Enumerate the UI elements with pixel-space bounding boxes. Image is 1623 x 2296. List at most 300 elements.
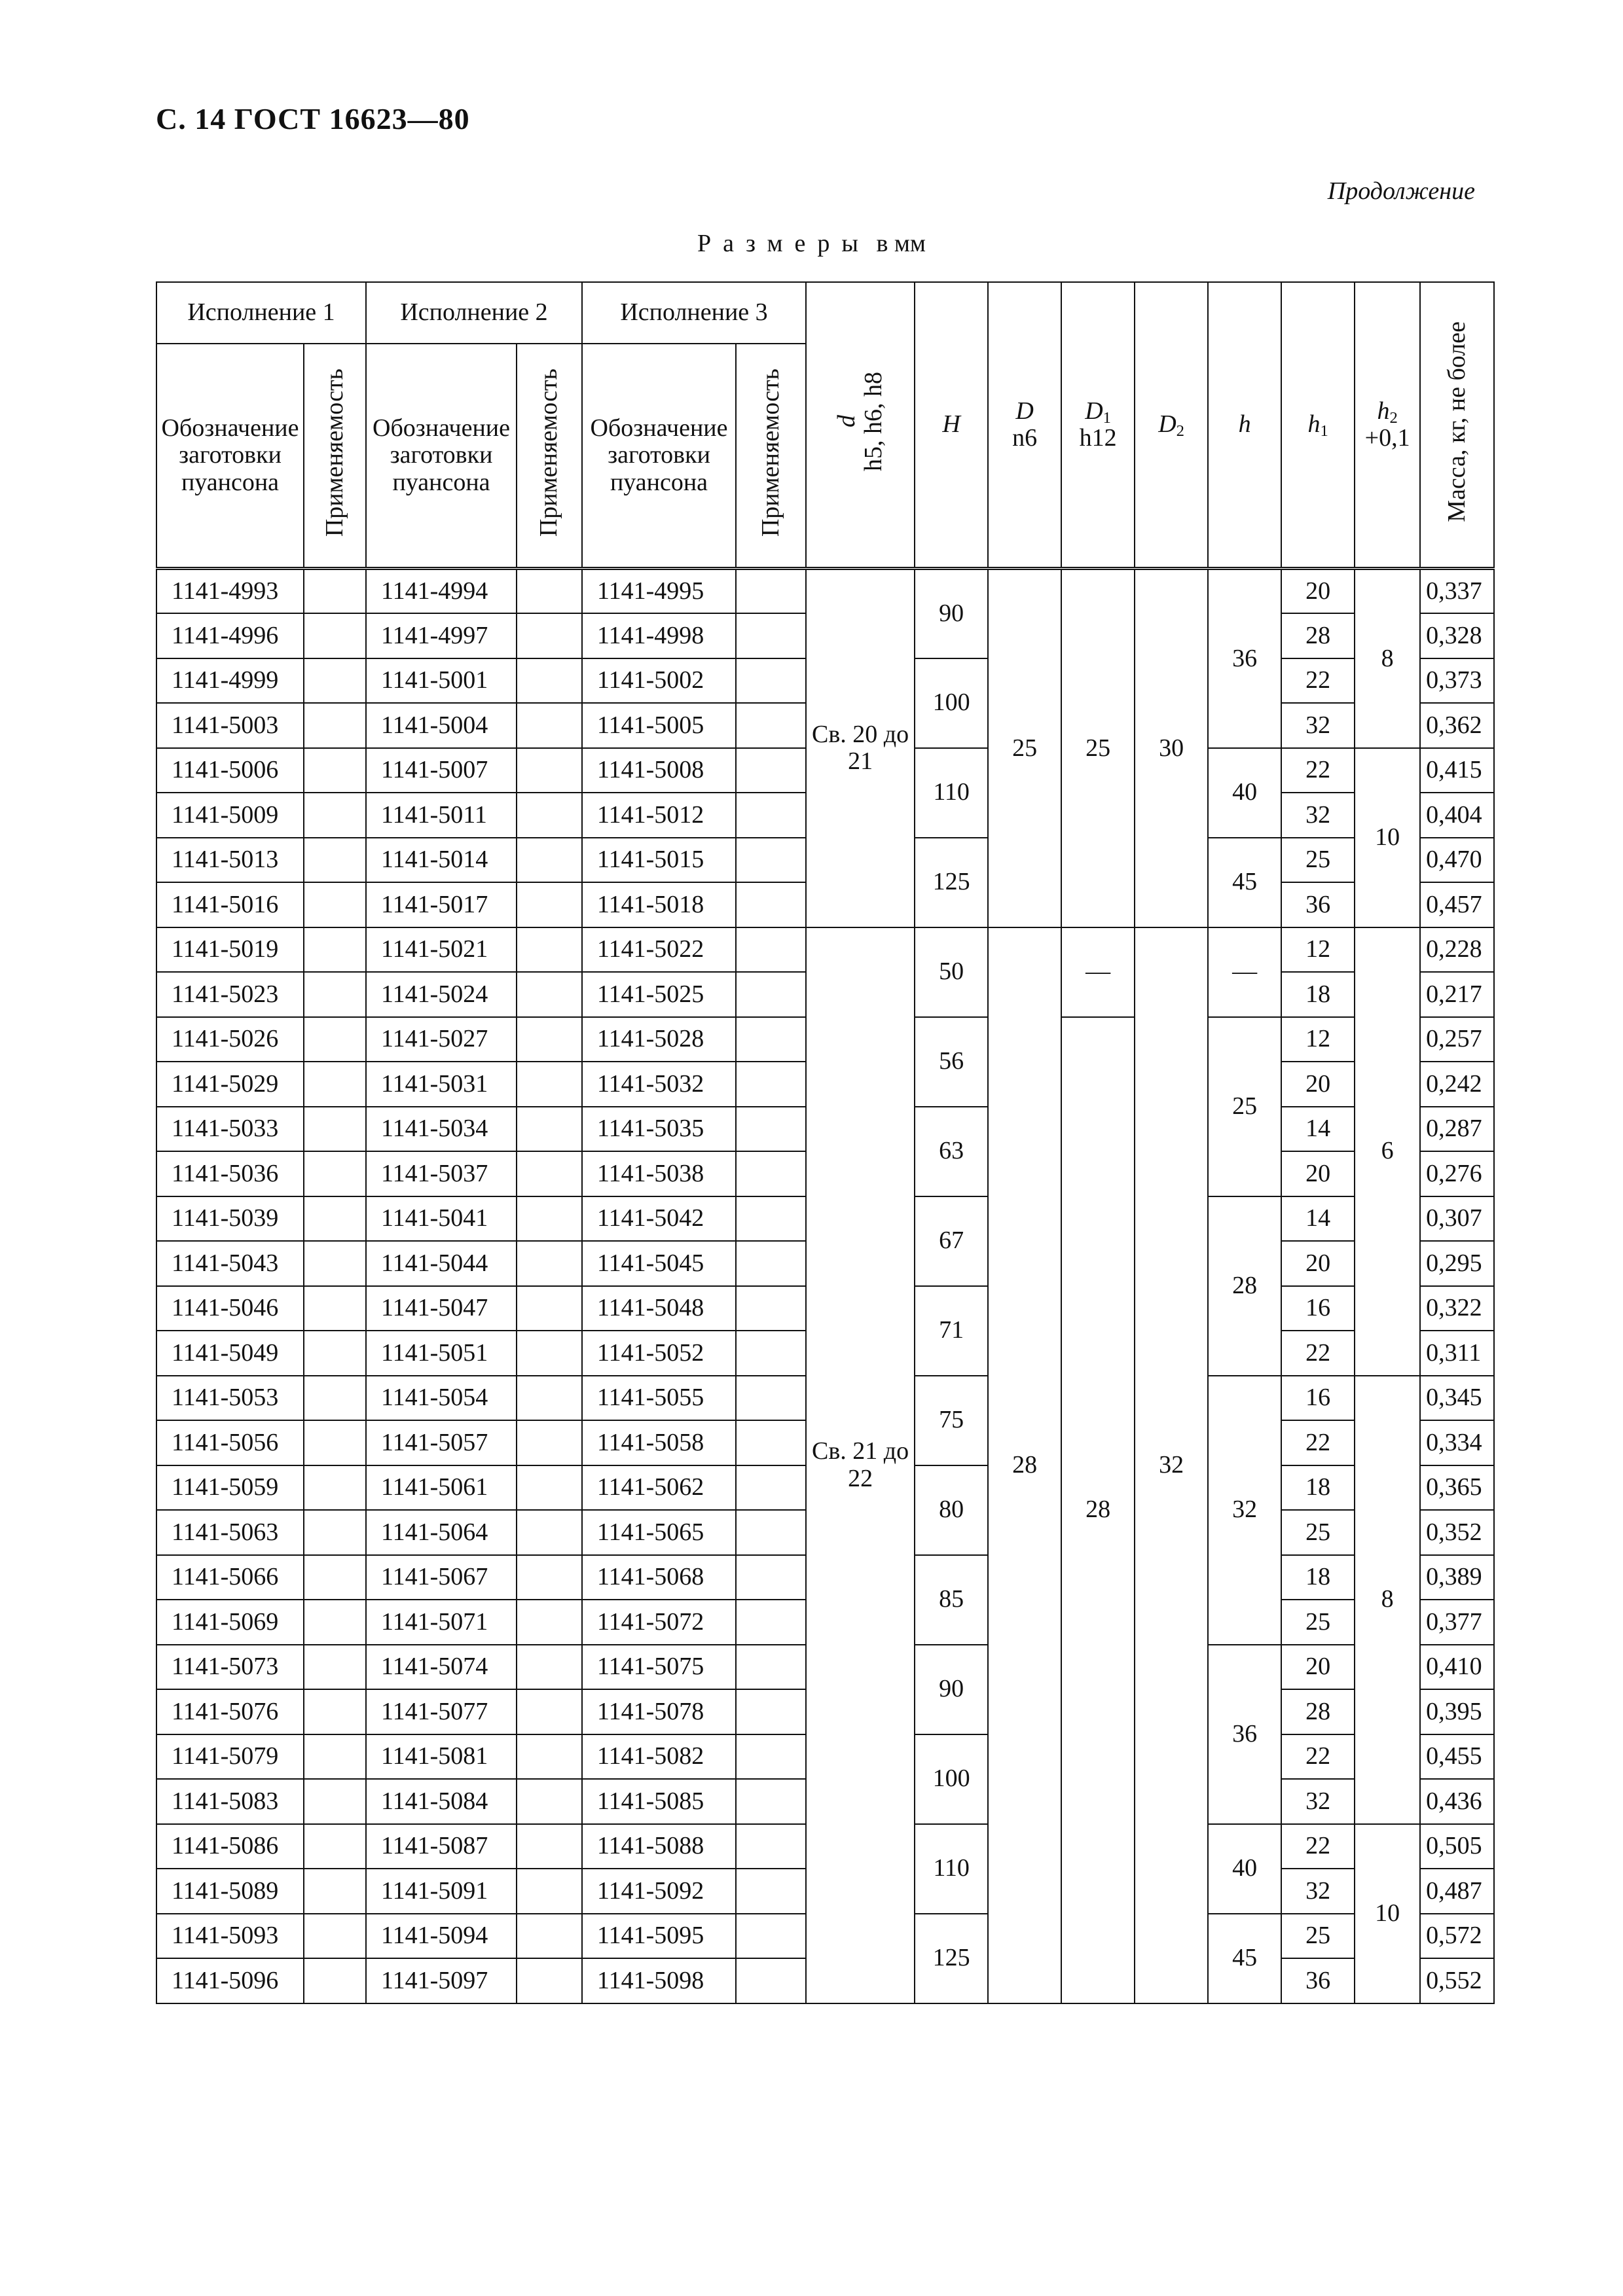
designation-3-cell: 1141-5052	[582, 1331, 736, 1376]
h1-cell: 18	[1281, 1465, 1355, 1511]
designation-2-cell: 1141-5094	[366, 1914, 517, 1959]
applicability-3-cell	[736, 1734, 806, 1780]
h2-tolerance: +0,1	[1364, 424, 1410, 452]
applicability-1-cell	[304, 1017, 366, 1062]
designation-header-3: Обозначение заготовки пуансона	[582, 344, 736, 569]
designation-3-cell: 1141-5032	[582, 1062, 736, 1107]
H-cell: 125	[915, 838, 988, 927]
applicability-1-cell	[304, 1286, 366, 1331]
applicability-3-cell	[736, 1914, 806, 1959]
applicability-3-cell	[736, 882, 806, 927]
designation-3-cell: 1141-5005	[582, 703, 736, 748]
designation-1-cell: 1141-4999	[156, 658, 304, 704]
designation-1-cell: 1141-5003	[156, 703, 304, 748]
h1-cell: 16	[1281, 1286, 1355, 1331]
designation-3-cell: 1141-5082	[582, 1734, 736, 1780]
applicability-1-cell	[304, 703, 366, 748]
applicability-3-cell	[736, 1824, 806, 1869]
mass-cell: 0,295	[1420, 1241, 1494, 1286]
mass-cell: 0,276	[1420, 1151, 1494, 1196]
applicability-2-cell	[517, 882, 582, 927]
designation-2-cell: 1141-5027	[366, 1017, 517, 1062]
mass-cell: 0,287	[1420, 1107, 1494, 1152]
designation-2-cell: 1141-4997	[366, 613, 517, 658]
h-cell: 25	[1208, 1017, 1281, 1196]
h1-cell: 32	[1281, 703, 1355, 748]
H-cell: 75	[915, 1376, 988, 1465]
designation-2-cell: 1141-5057	[366, 1420, 517, 1465]
designation-1-cell: 1141-5006	[156, 748, 304, 793]
d-cell: Св. 21 до 22	[806, 927, 915, 2003]
applicability-3-cell	[736, 1510, 806, 1555]
applicability-2-cell	[517, 1241, 582, 1286]
applicability-1-cell	[304, 1734, 366, 1780]
applicability-1-cell	[304, 1600, 366, 1645]
designation-1-cell: 1141-5049	[156, 1331, 304, 1376]
mass-cell: 0,242	[1420, 1062, 1494, 1107]
mass-cell: 0,395	[1420, 1689, 1494, 1734]
designation-3-cell: 1141-5002	[582, 658, 736, 704]
h1-cell: 36	[1281, 1958, 1355, 2003]
D2-cell: 30	[1135, 569, 1208, 927]
mass-cell: 0,377	[1420, 1600, 1494, 1645]
d-symbol: d	[833, 415, 861, 428]
h1-cell: 22	[1281, 748, 1355, 793]
h1-cell: 32	[1281, 793, 1355, 838]
h-cell: 36	[1208, 1645, 1281, 1824]
H-cell: 100	[915, 658, 988, 748]
column-header-H: H	[915, 282, 988, 569]
applicability-3-cell	[736, 1107, 806, 1152]
mass-cell: 0,389	[1420, 1555, 1494, 1600]
designation-1-cell: 1141-5083	[156, 1779, 304, 1824]
designation-2-cell: 1141-5061	[366, 1465, 517, 1511]
applicability-1-cell	[304, 1779, 366, 1824]
designation-1-cell: 1141-5009	[156, 793, 304, 838]
designation-2-cell: 1141-5074	[366, 1645, 517, 1690]
designation-3-cell: 1141-5075	[582, 1645, 736, 1690]
designation-1-cell: 1141-5039	[156, 1196, 304, 1242]
applicability-3-cell	[736, 1331, 806, 1376]
h-cell: 28	[1208, 1196, 1281, 1376]
applicability-1-cell	[304, 1869, 366, 1914]
applicability-3-cell	[736, 1151, 806, 1196]
designation-1-cell: 1141-5059	[156, 1465, 304, 1511]
designation-1-cell: 1141-5033	[156, 1107, 304, 1152]
continuation-label: Продолжение	[1327, 177, 1475, 205]
h1-cell: 25	[1281, 1600, 1355, 1645]
applicability-3-cell	[736, 927, 806, 973]
D-tolerance: n6	[1012, 424, 1038, 452]
D1-cell: 28	[1061, 1017, 1135, 2003]
h-cell: —	[1208, 927, 1281, 1017]
D2-subscript: 2	[1176, 422, 1185, 440]
designation-2-cell: 1141-5067	[366, 1555, 517, 1600]
applicability-3-cell	[736, 748, 806, 793]
designation-header-1: Обозначение заготовки пуансона	[156, 344, 304, 569]
designation-3-cell: 1141-5085	[582, 1779, 736, 1824]
applicability-1-cell	[304, 1196, 366, 1242]
designation-2-cell: 1141-5087	[366, 1824, 517, 1869]
designation-1-cell: 1141-5093	[156, 1914, 304, 1959]
h-cell: 45	[1208, 1914, 1281, 2003]
H-cell: 80	[915, 1465, 988, 1555]
applicability-3-cell	[736, 1869, 806, 1914]
applicability-1-cell	[304, 838, 366, 883]
applicability-3-cell	[736, 1958, 806, 2003]
applicability-1-cell	[304, 1376, 366, 1421]
designation-1-cell: 1141-5086	[156, 1824, 304, 1869]
applicability-2-cell	[517, 658, 582, 704]
designation-1-cell: 1141-5029	[156, 1062, 304, 1107]
h1-cell: 20	[1281, 1062, 1355, 1107]
applicability-2-cell	[517, 1420, 582, 1465]
designation-2-cell: 1141-5007	[366, 748, 517, 793]
mass-cell: 0,362	[1420, 703, 1494, 748]
designation-2-cell: 1141-5081	[366, 1734, 517, 1780]
applicability-2-cell	[517, 1331, 582, 1376]
column-header-h2	[1355, 282, 1420, 569]
designation-1-cell: 1141-5069	[156, 1600, 304, 1645]
D2-cell: 32	[1135, 927, 1208, 2003]
applicability-3-cell	[736, 703, 806, 748]
applicability-3-cell	[736, 1465, 806, 1511]
designation-2-cell: 1141-5051	[366, 1331, 517, 1376]
designation-2-cell: 1141-5017	[366, 882, 517, 927]
h1-cell: 20	[1281, 1151, 1355, 1196]
mass-cell: 0,352	[1420, 1510, 1494, 1555]
applicability-2-cell	[517, 1017, 582, 1062]
H-cell: 56	[915, 1017, 988, 1107]
h1-cell: 18	[1281, 1555, 1355, 1600]
mass-cell: 0,257	[1420, 1017, 1494, 1062]
applicability-2-cell	[517, 613, 582, 658]
applicability-3-cell	[736, 1645, 806, 1690]
designation-1-cell: 1141-4996	[156, 613, 304, 658]
designation-3-cell: 1141-4998	[582, 613, 736, 658]
applicability-3-cell	[736, 569, 806, 614]
mass-cell: 0,345	[1420, 1376, 1494, 1421]
h1-cell: 32	[1281, 1779, 1355, 1824]
H-cell: 125	[915, 1914, 988, 2003]
designation-3-cell: 1141-5068	[582, 1555, 736, 1600]
applicability-1-cell	[304, 882, 366, 927]
mass-cell: 0,328	[1420, 613, 1494, 658]
designation-1-cell: 1141-5046	[156, 1286, 304, 1331]
h1-cell: 25	[1281, 1914, 1355, 1959]
designation-1-cell: 1141-5023	[156, 972, 304, 1017]
mass-cell: 0,322	[1420, 1286, 1494, 1331]
designation-3-cell: 1141-5045	[582, 1241, 736, 1286]
designation-3-cell: 1141-5072	[582, 1600, 736, 1645]
designation-3-cell: 1141-5065	[582, 1510, 736, 1555]
designation-1-cell: 1141-5019	[156, 927, 304, 973]
applicability-2-cell	[517, 1376, 582, 1421]
h-cell: 32	[1208, 1376, 1281, 1645]
applicability-3-cell	[736, 1017, 806, 1062]
D1-subscript: 1	[1103, 409, 1112, 427]
applicability-2-cell	[517, 1510, 582, 1555]
applicability-1-cell	[304, 658, 366, 704]
applicability-3-cell	[736, 972, 806, 1017]
designation-1-cell: 1141-5026	[156, 1017, 304, 1062]
applicability-2-cell	[517, 1196, 582, 1242]
h2-cell: 8	[1355, 1376, 1420, 1824]
designation-3-cell: 1141-5022	[582, 927, 736, 973]
applicability-label-1: Применяемость	[320, 368, 348, 537]
applicability-1-cell	[304, 1331, 366, 1376]
mass-cell: 0,228	[1420, 927, 1494, 973]
applicability-1-cell	[304, 748, 366, 793]
h1-cell: 12	[1281, 927, 1355, 973]
designation-2-cell: 1141-5091	[366, 1869, 517, 1914]
applicability-1-cell	[304, 1062, 366, 1107]
mass-cell: 0,365	[1420, 1465, 1494, 1511]
designation-2-cell: 1141-5001	[366, 658, 517, 704]
applicability-3-cell	[736, 1286, 806, 1331]
H-cell: 110	[915, 748, 988, 838]
applicability-1-cell	[304, 1689, 366, 1734]
D1-cell: 25	[1061, 569, 1135, 927]
mass-cell: 0,487	[1420, 1869, 1494, 1914]
h-cell: 36	[1208, 569, 1281, 748]
h1-cell: 28	[1281, 1689, 1355, 1734]
applicability-1-cell	[304, 1241, 366, 1286]
applicability-header-2	[517, 344, 582, 569]
table-row	[156, 927, 1494, 973]
document-header: С. 14 ГОСТ 16623—80	[156, 102, 470, 135]
applicability-1-cell	[304, 1510, 366, 1555]
applicability-2-cell	[517, 927, 582, 973]
d-tolerance: h5, h6, h8	[860, 372, 888, 472]
applicability-2-cell	[517, 1555, 582, 1600]
h1-cell: 16	[1281, 1376, 1355, 1421]
mass-cell: 0,505	[1420, 1824, 1494, 1869]
h1-cell: 18	[1281, 972, 1355, 1017]
group-header-1: Исполнение 1	[156, 282, 366, 344]
applicability-3-cell	[736, 1241, 806, 1286]
H-cell: 50	[915, 927, 988, 1017]
designation-2-cell: 1141-5064	[366, 1510, 517, 1555]
h2-cell: 10	[1355, 748, 1420, 927]
H-cell: 90	[915, 1645, 988, 1734]
applicability-3-cell	[736, 838, 806, 883]
designation-1-cell: 1141-5063	[156, 1510, 304, 1555]
designation-3-cell: 1141-4995	[582, 569, 736, 614]
column-header-D1	[1061, 282, 1135, 569]
designation-1-cell: 1141-5066	[156, 1555, 304, 1600]
h1-subscript: 1	[1320, 422, 1328, 440]
applicability-1-cell	[304, 1824, 366, 1869]
designation-3-cell: 1141-5078	[582, 1689, 736, 1734]
applicability-2-cell	[517, 1645, 582, 1690]
applicability-2-cell	[517, 1062, 582, 1107]
applicability-2-cell	[517, 1286, 582, 1331]
designation-3-cell: 1141-5015	[582, 838, 736, 883]
designation-3-cell: 1141-5018	[582, 882, 736, 927]
dimensions-caption-suffix: в мм	[876, 230, 926, 257]
applicability-2-cell	[517, 972, 582, 1017]
applicability-3-cell	[736, 1062, 806, 1107]
applicability-3-cell	[736, 613, 806, 658]
D-cell: 25	[988, 569, 1061, 927]
designation-1-cell: 1141-5056	[156, 1420, 304, 1465]
applicability-2-cell	[517, 1107, 582, 1152]
mass-cell: 0,217	[1420, 972, 1494, 1017]
h1-cell: 14	[1281, 1107, 1355, 1152]
designation-1-cell: 1141-5076	[156, 1689, 304, 1734]
mass-cell: 0,373	[1420, 658, 1494, 704]
mass-cell: 0,572	[1420, 1914, 1494, 1959]
h1-cell: 28	[1281, 613, 1355, 658]
applicability-2-cell	[517, 1465, 582, 1511]
applicability-header-3	[736, 344, 806, 569]
h2-subscript: 2	[1389, 409, 1398, 427]
applicability-2-cell	[517, 1914, 582, 1959]
designation-3-cell: 1141-5042	[582, 1196, 736, 1242]
D-symbol: D	[1015, 397, 1034, 425]
D2-symbol: D	[1158, 410, 1176, 439]
h2-symbol: h	[1377, 397, 1390, 425]
h-cell: 45	[1208, 838, 1281, 927]
mass-cell: 0,410	[1420, 1645, 1494, 1690]
designation-1-cell: 1141-5053	[156, 1376, 304, 1421]
H-cell: 71	[915, 1286, 988, 1376]
D1-cell: —	[1061, 927, 1135, 1017]
designation-3-cell: 1141-5035	[582, 1107, 736, 1152]
designation-2-cell: 1141-5054	[366, 1376, 517, 1421]
applicability-2-cell	[517, 793, 582, 838]
applicability-1-cell	[304, 972, 366, 1017]
D1-symbol: D	[1085, 397, 1103, 425]
mass-cell: 0,334	[1420, 1420, 1494, 1465]
designation-2-cell: 1141-5084	[366, 1779, 517, 1824]
h1-cell: 20	[1281, 1645, 1355, 1690]
h1-cell: 22	[1281, 658, 1355, 704]
applicability-1-cell	[304, 1107, 366, 1152]
table-body	[156, 569, 1494, 2003]
mass-cell: 0,415	[1420, 748, 1494, 793]
h1-cell: 20	[1281, 1241, 1355, 1286]
applicability-2-cell	[517, 1689, 582, 1734]
h1-cell: 20	[1281, 569, 1355, 614]
designation-3-cell: 1141-5048	[582, 1286, 736, 1331]
designation-1-cell: 1141-5036	[156, 1151, 304, 1196]
h2-cell: 6	[1355, 927, 1420, 1376]
applicability-1-cell	[304, 1151, 366, 1196]
mass-cell: 0,457	[1420, 882, 1494, 927]
group-header-2: Исполнение 2	[366, 282, 582, 344]
h1-cell: 25	[1281, 1510, 1355, 1555]
designation-2-cell: 1141-5037	[366, 1151, 517, 1196]
h1-cell: 22	[1281, 1331, 1355, 1376]
applicability-2-cell	[517, 1869, 582, 1914]
mass-label: Масса, кг, не более	[1443, 321, 1471, 522]
designation-3-cell: 1141-5028	[582, 1017, 736, 1062]
designation-2-cell: 1141-5004	[366, 703, 517, 748]
applicability-1-cell	[304, 1555, 366, 1600]
h-cell: 40	[1208, 1824, 1281, 1914]
applicability-2-cell	[517, 1600, 582, 1645]
applicability-2-cell	[517, 748, 582, 793]
mass-cell: 0,307	[1420, 1196, 1494, 1242]
applicability-2-cell	[517, 1151, 582, 1196]
h1-cell: 36	[1281, 882, 1355, 927]
H-cell: 110	[915, 1824, 988, 1914]
designation-2-cell: 1141-5077	[366, 1689, 517, 1734]
column-header-d	[806, 282, 915, 569]
applicability-2-cell	[517, 838, 582, 883]
applicability-3-cell	[736, 1600, 806, 1645]
column-header-h1	[1281, 282, 1355, 569]
designation-1-cell: 1141-4993	[156, 569, 304, 614]
dimensions-caption	[0, 229, 1623, 258]
designation-3-cell: 1141-5008	[582, 748, 736, 793]
h1-cell: 22	[1281, 1420, 1355, 1465]
applicability-3-cell	[736, 658, 806, 704]
designation-2-cell: 1141-5097	[366, 1958, 517, 2003]
designation-3-cell: 1141-5055	[582, 1376, 736, 1421]
H-cell: 85	[915, 1555, 988, 1645]
applicability-2-cell	[517, 1958, 582, 2003]
mass-cell: 0,436	[1420, 1779, 1494, 1824]
designation-1-cell: 1141-5043	[156, 1241, 304, 1286]
applicability-1-cell	[304, 613, 366, 658]
applicability-1-cell	[304, 569, 366, 614]
applicability-2-cell	[517, 1734, 582, 1780]
designation-3-cell: 1141-5092	[582, 1869, 736, 1914]
designation-3-cell: 1141-5088	[582, 1824, 736, 1869]
d-cell: Св. 20 до 21	[806, 569, 915, 927]
h2-cell: 10	[1355, 1824, 1420, 2003]
designation-3-cell: 1141-5062	[582, 1465, 736, 1511]
applicability-3-cell	[736, 1779, 806, 1824]
designation-2-cell: 1141-5031	[366, 1062, 517, 1107]
designation-1-cell: 1141-5073	[156, 1645, 304, 1690]
applicability-2-cell	[517, 569, 582, 614]
column-header-h: h	[1208, 282, 1281, 569]
designation-1-cell: 1141-5016	[156, 882, 304, 927]
D-cell: 28	[988, 927, 1061, 2003]
designation-1-cell: 1141-5096	[156, 1958, 304, 2003]
applicability-3-cell	[736, 1196, 806, 1242]
designation-header-2: Обозначение заготовки пуансона	[366, 344, 517, 569]
H-cell: 90	[915, 569, 988, 658]
designation-2-cell: 1141-5014	[366, 838, 517, 883]
designation-1-cell: 1141-5089	[156, 1869, 304, 1914]
applicability-3-cell	[736, 1689, 806, 1734]
h1-cell: 25	[1281, 838, 1355, 883]
applicability-1-cell	[304, 927, 366, 973]
designation-2-cell: 1141-5071	[366, 1600, 517, 1645]
applicability-2-cell	[517, 1779, 582, 1824]
mass-cell: 0,470	[1420, 838, 1494, 883]
applicability-3-cell	[736, 1555, 806, 1600]
designation-2-cell: 1141-5011	[366, 793, 517, 838]
applicability-label-2: Применяемость	[535, 368, 563, 537]
mass-cell: 0,337	[1420, 569, 1494, 614]
h1-cell: 12	[1281, 1017, 1355, 1062]
designation-2-cell: 1141-5041	[366, 1196, 517, 1242]
H-cell: 63	[915, 1107, 988, 1196]
group-header-3: Исполнение 3	[582, 282, 806, 344]
applicability-1-cell	[304, 1914, 366, 1959]
column-header-mass	[1420, 282, 1494, 569]
applicability-header-1	[304, 344, 366, 569]
applicability-1-cell	[304, 1420, 366, 1465]
h2-cell: 8	[1355, 569, 1420, 748]
h-cell: 40	[1208, 748, 1281, 838]
